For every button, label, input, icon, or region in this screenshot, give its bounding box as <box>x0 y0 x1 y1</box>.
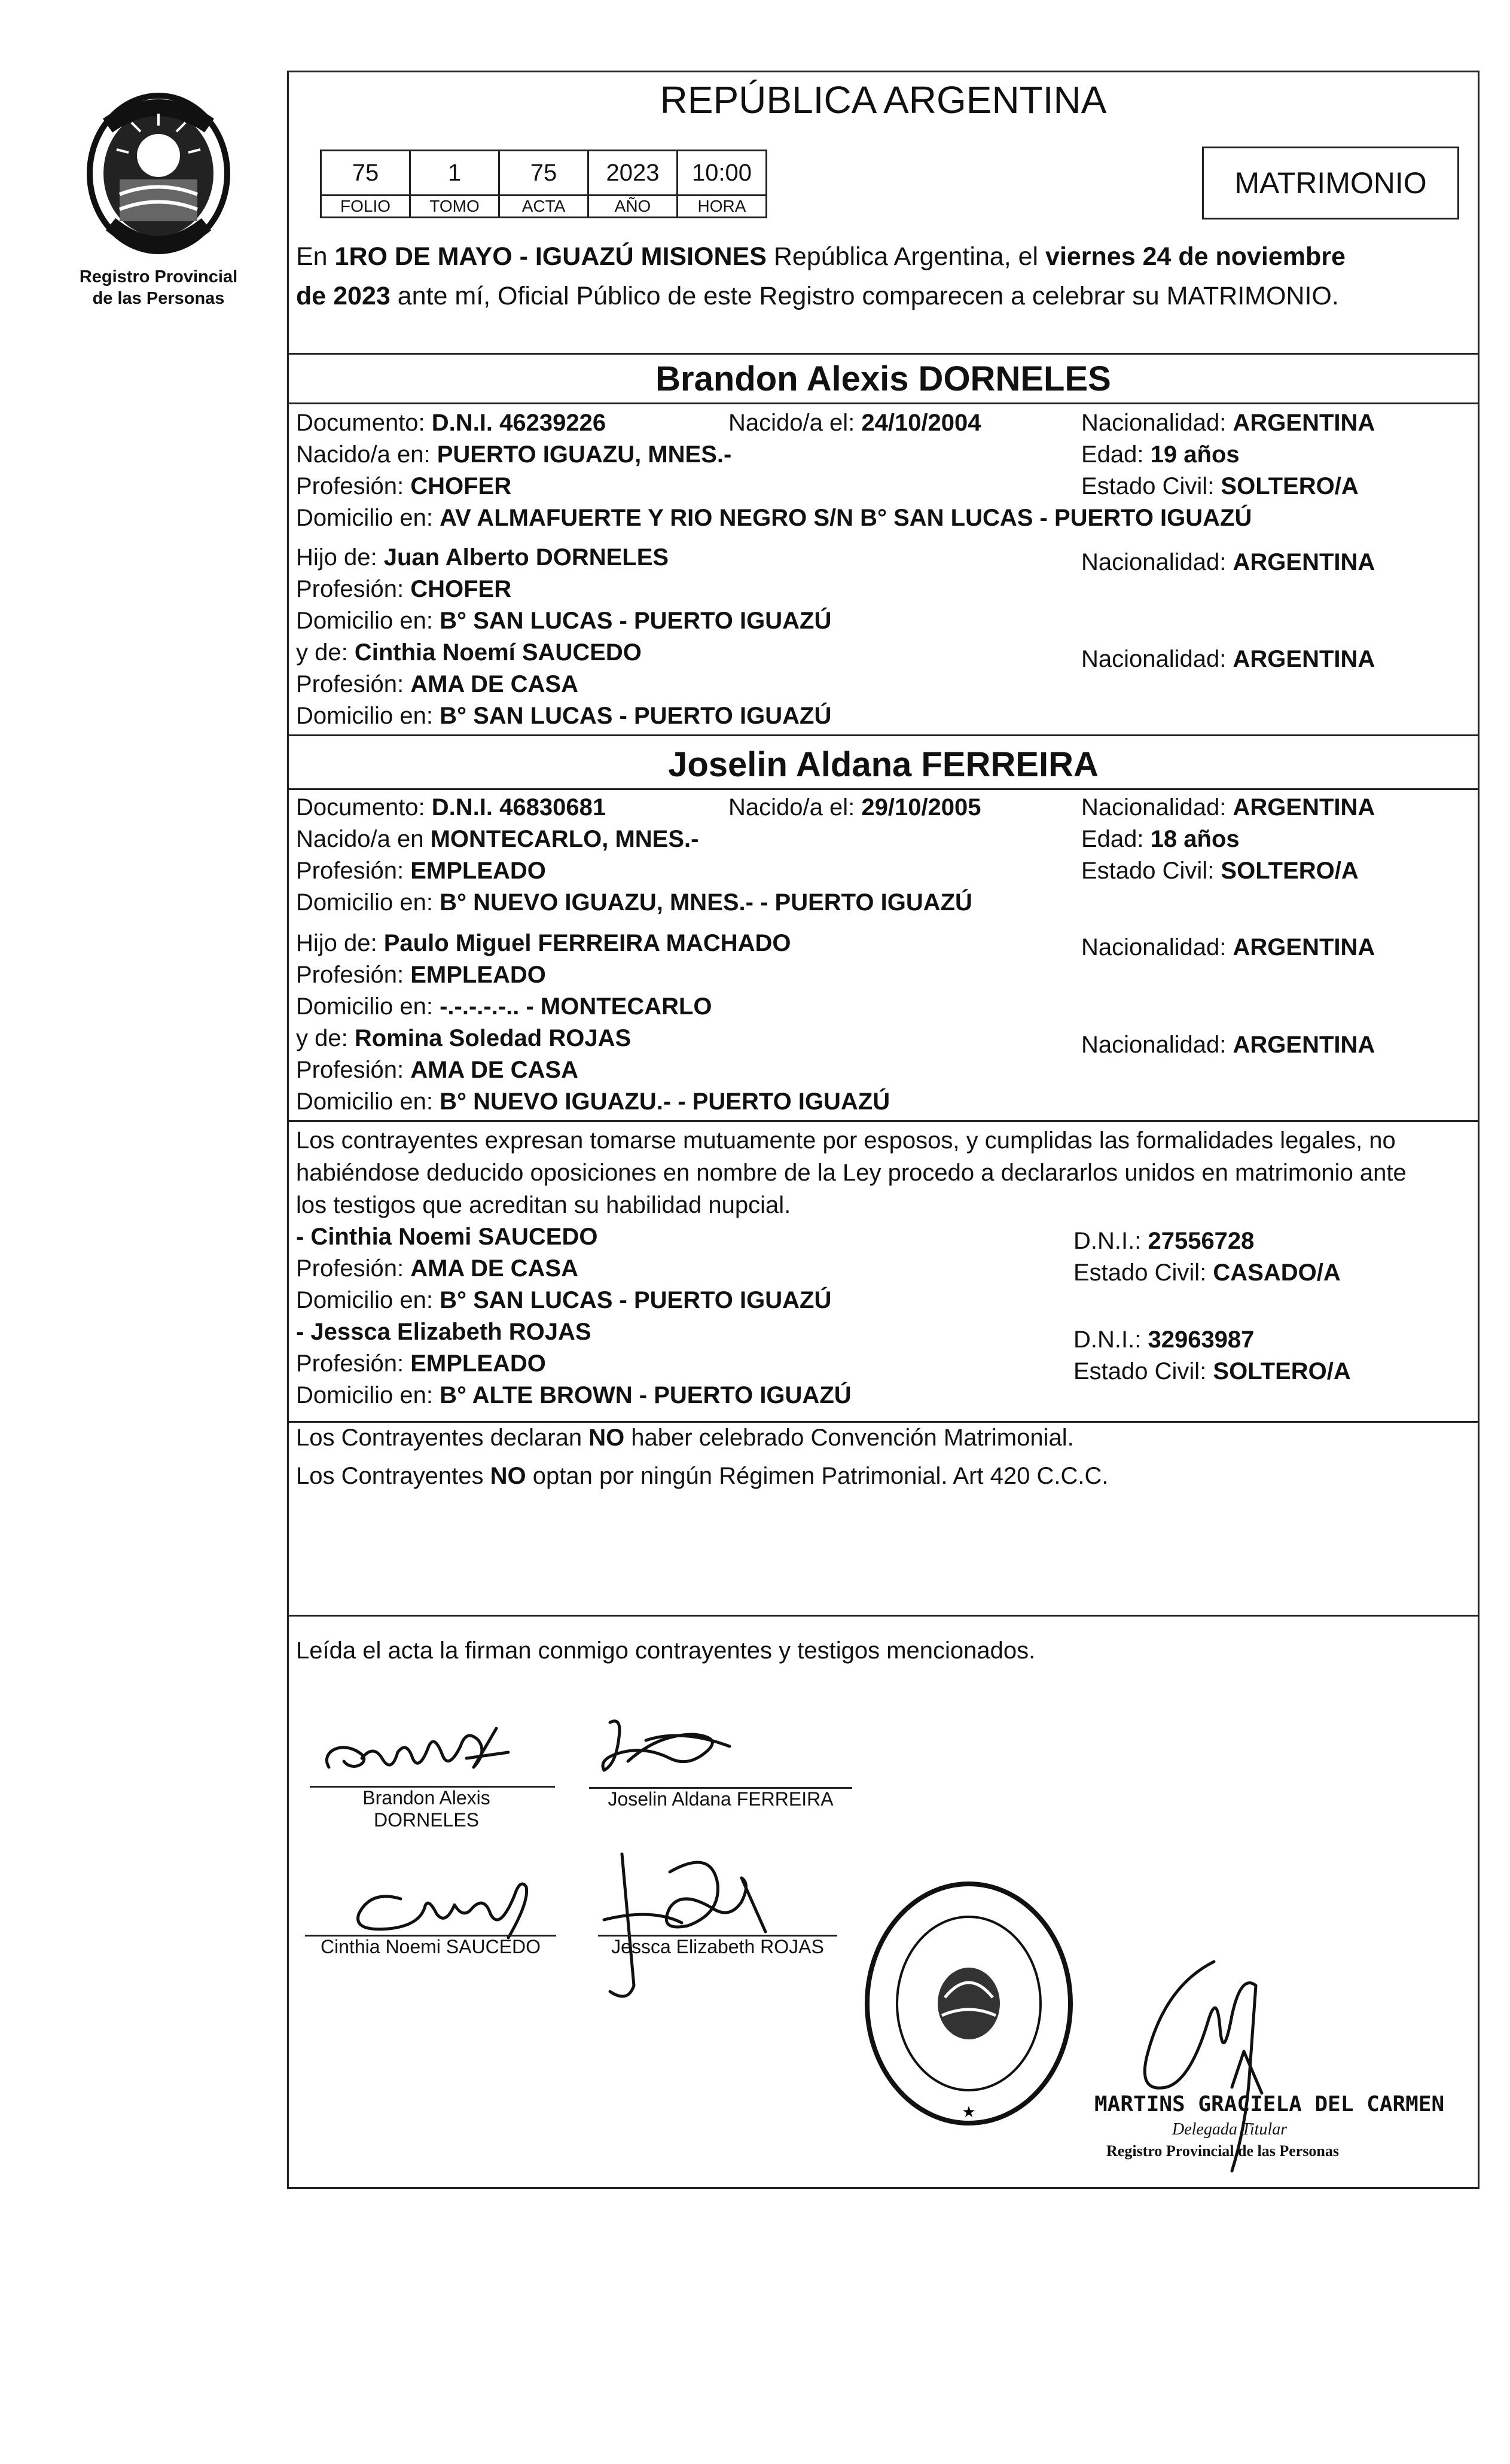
spouse2-age: Edad: 18 años <box>1081 826 1240 852</box>
spouse2-address: Domicilio en: B° NUEVO IGUAZU, MNES.- - PUERTO IGUAZÚ <box>296 889 972 916</box>
folio-label: FOLIO <box>321 196 410 218</box>
divider <box>287 353 1480 355</box>
signature-joselin-icon <box>586 1710 765 1788</box>
spouse1-document: Documento: D.N.I. 46239226 <box>296 410 606 436</box>
acta-value: 75 <box>499 151 588 196</box>
spouse1-father-profession: Profesión: CHOFER <box>296 576 512 602</box>
regime-statement: Los Contrayentes NO optan por ningún Régimen Patrimonial. Art 420 C.C.C. <box>296 1463 1109 1489</box>
spouse1-father-address: Domicilio en: B° SAN LUCAS - PUERTO IGUAZÚ <box>296 608 832 634</box>
act-type-box: MATRIMONIO <box>1202 147 1459 219</box>
divider <box>287 1120 1480 1122</box>
divider <box>287 788 1480 790</box>
signature-label-cinthia: Cinthia Noemi SAUCEDO <box>320 1936 541 1957</box>
spouse2-birthplace: Nacido/a en MONTECARLO, MNES.- <box>296 826 699 852</box>
spouse1-father-nationality: Nacionalidad: ARGENTINA <box>1081 549 1375 575</box>
witness1-address: Domicilio en: B° SAN LUCAS - PUERTO IGUAZÚ <box>296 1287 832 1313</box>
official-name: MARTINS GRACIELA DEL CARMEN <box>1094 2092 1445 2117</box>
country-title: REPÚBLICA ARGENTINA <box>660 78 1107 121</box>
registry-stamp-icon <box>861 1878 1076 2129</box>
spouse1-nationality: Nacionalidad: ARGENTINA <box>1081 410 1375 436</box>
spouse2-birthdate: Nacido/a el: 29/10/2005 <box>728 794 981 821</box>
anio-label: AÑO <box>588 196 678 218</box>
spouse1-age: Edad: 19 años <box>1081 441 1240 468</box>
folio-value: 75 <box>321 151 410 196</box>
tomo-value: 1 <box>410 151 499 196</box>
divider <box>287 402 1480 404</box>
spouse1-mother-profession: Profesión: AMA DE CASA <box>296 671 578 697</box>
witness1-civil-status: Estado Civil: CASADO/A <box>1073 1260 1341 1286</box>
org-name-line2: de las Personas <box>92 289 225 308</box>
signature-brandon-icon <box>317 1716 544 1782</box>
convention-statement: Los Contrayentes declaran NO haber celebrado Convención Matrimonial. <box>296 1425 1074 1451</box>
witness2-civil-status: Estado Civil: SOLTERO/A <box>1073 1358 1351 1385</box>
witness2-name: - Jessca Elizabeth ROJAS <box>296 1319 591 1345</box>
official-org: Registro Provincial de las Personas <box>1106 2142 1340 2160</box>
registry-table <box>320 150 767 218</box>
signature-label-jessca: Jessca Elizabeth ROJAS <box>611 1936 824 1957</box>
intro-paragraph: En 1RO DE MAYO - IGUAZÚ MISIONES República Argentina, el viernes 24 de noviembre de 2023 ante mí, Oficial Público de este Registro comparecen a celebrar su MATRIMONIO. <box>296 242 1346 310</box>
declaration-paragraph: Los contrayentes expresan tomarse mutuamente por esposos, y cumplidas las formalidades legales, no habiéndose deducido oposiciones en nombre de la Ley procedo a declararlos unidos en matrimonio ante los testigos que acreditan su habilidad nupcial. <box>296 1127 1407 1218</box>
hora-label: HORA <box>678 196 767 218</box>
official-role: Delegada Titular <box>1172 2120 1288 2139</box>
spouse1-birthdate: Nacido/a el: 24/10/2004 <box>728 410 981 436</box>
spouse2-mother-profession: Profesión: AMA DE CASA <box>296 1057 578 1083</box>
witness1-profession: Profesión: AMA DE CASA <box>296 1255 578 1282</box>
spouse2-document: Documento: D.N.I. 46830681 <box>296 794 606 821</box>
provincia-misiones-seal-icon <box>84 90 233 263</box>
spouse1-birthplace: Nacido/a en: PUERTO IGUAZU, MNES.- <box>296 441 732 468</box>
hora-value: 10:00 <box>678 151 767 196</box>
spouse2-profession: Profesión: EMPLEADO <box>296 858 546 884</box>
spouse1-father: Hijo de: Juan Alberto DORNELES <box>296 544 669 571</box>
spouse1-name: Brandon Alexis DORNELES <box>655 359 1111 398</box>
witness1-name: - Cinthia Noemi SAUCEDO <box>296 1224 598 1250</box>
spouse1-address: Domicilio en: AV ALMAFUERTE Y RIO NEGRO S/N B° SAN LUCAS - PUERTO IGUAZÚ <box>296 505 1252 531</box>
org-name-line1: Registro Provincial <box>79 267 238 286</box>
spouse2-mother-address: Domicilio en: B° NUEVO IGUAZU.- - PUERTO IGUAZÚ <box>296 1088 890 1115</box>
closing-statement: Leída el acta la firman conmigo contrayentes y testigos mencionados. <box>296 1637 1036 1664</box>
divider <box>287 1421 1480 1423</box>
witness1-dni: D.N.I.: 27556728 <box>1073 1228 1255 1254</box>
anio-value: 2023 <box>588 151 678 196</box>
signature-label-joselin: Joselin Aldana FERREIRA <box>608 1788 834 1810</box>
spouse2-nationality: Nacionalidad: ARGENTINA <box>1081 794 1375 821</box>
spouse2-father-profession: Profesión: EMPLEADO <box>296 962 546 988</box>
spouse1-mother-nationality: Nacionalidad: ARGENTINA <box>1081 646 1375 672</box>
spouse2-father-address: Domicilio en: -.-.-.-.-.. - MONTECARLO <box>296 993 712 1020</box>
spouse1-civil-status: Estado Civil: SOLTERO/A <box>1081 473 1359 499</box>
witness2-dni: D.N.I.: 32963987 <box>1073 1326 1255 1353</box>
divider <box>287 1615 1480 1617</box>
signature-jessca-icon <box>592 1842 789 2009</box>
spouse2-civil-status: Estado Civil: SOLTERO/A <box>1081 858 1359 884</box>
spouse1-mother: y de: Cinthia Noemí SAUCEDO <box>296 639 642 666</box>
spouse2-mother-nationality: Nacionalidad: ARGENTINA <box>1081 1032 1375 1058</box>
svg-text:★: ★ <box>962 2103 976 2121</box>
witness2-profession: Profesión: EMPLEADO <box>296 1350 546 1377</box>
spouse1-mother-address: Domicilio en: B° SAN LUCAS - PUERTO IGUAZÚ <box>296 703 832 729</box>
spouse2-mother: y de: Romina Soledad ROJAS <box>296 1025 632 1051</box>
spouse2-name: Joselin Aldana FERREIRA <box>668 745 1099 784</box>
tomo-label: TOMO <box>410 196 499 218</box>
acta-label: ACTA <box>499 196 588 218</box>
spouse2-father: Hijo de: Paulo Miguel FERREIRA MACHADO <box>296 930 791 956</box>
divider <box>287 734 1480 736</box>
witness2-address: Domicilio en: B° ALTE BROWN - PUERTO IGUAZÚ <box>296 1382 852 1408</box>
spouse2-father-nationality: Nacionalidad: ARGENTINA <box>1081 934 1375 960</box>
spouse1-profession: Profesión: CHOFER <box>296 473 512 499</box>
signature-label-brandon: Brandon Alexis DORNELES <box>362 1787 490 1831</box>
